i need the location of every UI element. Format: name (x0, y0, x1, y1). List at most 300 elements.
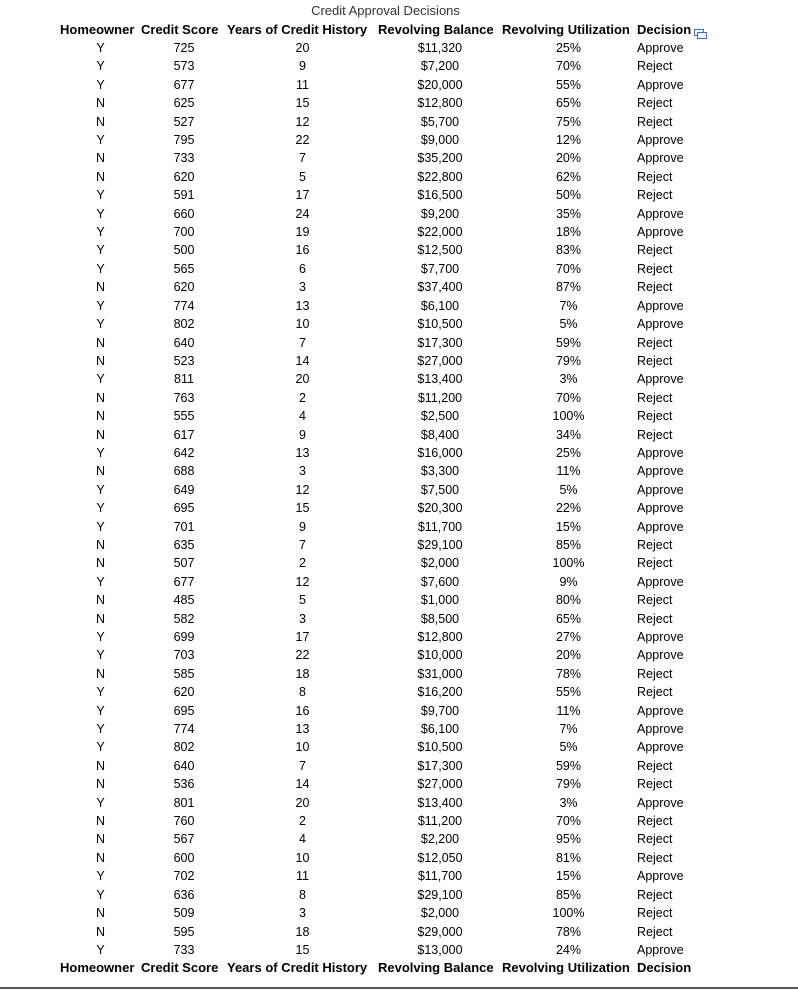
decision-cell: Reject (637, 611, 673, 626)
decision-cell: Reject (637, 114, 673, 129)
decision-cell: Reject (637, 261, 673, 276)
years-history-cell: 4 (299, 832, 306, 847)
table-row (60, 407, 733, 425)
revolving-balance-cell: $17,300 (417, 335, 463, 350)
decision-cell: Reject (637, 390, 673, 405)
revolving-utilization-cell: 65% (555, 96, 582, 111)
revolving-utilization-cell: 34% (555, 427, 582, 442)
years-history-cell: 20 (295, 795, 310, 810)
decision-cell: Approve (637, 795, 684, 810)
decision-cell: Reject (637, 887, 673, 902)
credit-score-cell: 699 (173, 630, 195, 644)
homeowner-cell: Y (96, 298, 105, 313)
homeowner-cell: Y (96, 648, 105, 663)
credit-score-cell: 688 (173, 464, 195, 479)
credit-score-cell: 620 (173, 280, 195, 295)
years-history-cell: 3 (299, 464, 306, 479)
revolving-balance-cell: $8,500 (420, 611, 460, 626)
table-row (60, 591, 733, 609)
table-row (60, 315, 733, 333)
years-history-cell: 15 (295, 501, 310, 516)
credit-score-cell: 565 (173, 261, 195, 276)
revolving-utilization-cell: 35% (555, 206, 582, 221)
years-history-cell: 13 (295, 445, 310, 460)
revolving-utilization-cell: 20% (555, 151, 582, 166)
homeowner-cell: N (95, 906, 106, 921)
decision-cell: Reject (637, 556, 673, 571)
credit-score-cell: 695 (173, 501, 195, 516)
homeowner-cell: N (95, 666, 106, 681)
decision-cell: Approve (637, 151, 684, 166)
table-row (60, 113, 733, 131)
revolving-utilization-cell: 70% (555, 261, 582, 276)
revolving-utilization-cell: 59% (555, 758, 582, 773)
table-row (60, 812, 733, 830)
footer-header-row (60, 959, 733, 977)
homeowner-cell: N (95, 169, 106, 184)
column-header-decision (635, 21, 733, 39)
revolving-utilization-cell: 70% (555, 390, 582, 405)
decision-cell: Reject (637, 850, 673, 865)
years-history-cell: 2 (299, 814, 306, 829)
years-history-cell: 6 (299, 261, 306, 276)
revolving-utilization-cell: 7% (559, 722, 578, 737)
revolving-utilization-cell: 70% (555, 814, 582, 829)
revolving-balance-cell: $11,200 (417, 390, 463, 405)
decision-cell: Approve (637, 501, 684, 516)
credit-score-cell: 733 (173, 942, 195, 957)
years-history-cell: 18 (295, 924, 310, 939)
revolving-balance-cell: $7,700 (420, 261, 460, 276)
years-history-cell: 10 (295, 740, 310, 755)
revolving-balance-cell: $17,300 (417, 758, 463, 773)
revolving-balance-cell: $2,200 (420, 832, 460, 847)
footer-header-homeowner: Homeowner (60, 960, 135, 976)
revolving-balance-cell: $5,700 (420, 114, 460, 129)
table-row (60, 794, 733, 812)
table-row (60, 168, 733, 186)
revolving-utilization-cell: 79% (555, 353, 582, 368)
credit-score-cell: 555 (173, 409, 195, 424)
credit-score-cell: 595 (173, 924, 195, 939)
table-row (60, 260, 733, 278)
revolving-balance-cell: $10,000 (417, 648, 463, 663)
revolving-utilization-cell: 11% (556, 703, 581, 718)
revolving-utilization-cell: 3% (559, 372, 578, 387)
homeowner-cell: Y (96, 133, 105, 148)
years-history-cell: 22 (295, 133, 310, 148)
credit-score-cell: 725 (173, 41, 195, 55)
table-row (60, 76, 733, 94)
decision-cell: Approve (637, 133, 684, 148)
years-history-cell: 7 (299, 758, 306, 773)
credit-score-cell: 523 (173, 353, 195, 368)
homeowner-cell: Y (96, 77, 105, 92)
homeowner-cell: N (95, 832, 106, 847)
decision-header-wrap (637, 21, 707, 39)
table-row (60, 775, 733, 793)
credit-score-cell: 695 (173, 703, 195, 718)
table-row (60, 610, 733, 628)
table-row (60, 481, 733, 499)
revolving-balance-cell: $22,000 (417, 225, 463, 240)
table-row (60, 149, 733, 167)
decision-cell: Reject (637, 335, 673, 350)
years-history-cell: 9 (299, 427, 306, 442)
revolving-utilization-cell: 87% (555, 280, 582, 295)
revolving-balance-cell: $9,700 (420, 703, 460, 718)
homeowner-cell: Y (96, 887, 105, 902)
table-row (60, 923, 733, 941)
table-row (60, 444, 733, 462)
footer-header-revolving-balance: Revolving Balance (378, 960, 494, 976)
years-history-cell: 11 (296, 869, 309, 884)
revolving-balance-cell: $9,000 (420, 133, 460, 148)
table-row (60, 554, 733, 572)
table-header (60, 21, 733, 39)
homeowner-cell: Y (96, 41, 105, 55)
revolving-utilization-cell: 59% (555, 335, 582, 350)
credit-score-cell: 760 (173, 814, 195, 829)
table-footer (60, 959, 733, 977)
years-history-cell: 8 (299, 887, 306, 902)
table-row (60, 334, 733, 352)
credit-score-cell: 620 (173, 685, 195, 700)
credit-score-cell: 600 (173, 850, 195, 865)
decision-cell: Reject (637, 353, 673, 368)
revolving-utilization-cell: 11% (556, 464, 581, 479)
credit-score-cell: 733 (173, 151, 195, 166)
revolving-balance-cell: $29,100 (417, 887, 463, 902)
footer-header-years-credit-history: Years of Credit History (227, 960, 368, 976)
revolving-utilization-cell: 70% (555, 59, 582, 74)
table-row (60, 886, 733, 904)
decision-cell: Reject (637, 427, 673, 442)
credit-score-cell: 585 (173, 666, 195, 681)
column-header-years-credit-history: Years of Credit History (227, 22, 368, 37)
decision-cell: Reject (637, 758, 673, 773)
revolving-utilization-cell: 50% (555, 188, 582, 203)
years-history-cell: 7 (299, 335, 306, 350)
revolving-balance-cell: $20,000 (417, 77, 463, 92)
revolving-utilization-cell: 25% (555, 445, 582, 460)
credit-score-cell: 567 (173, 832, 195, 847)
revolving-balance-cell: $11,320 (417, 41, 463, 55)
revolving-utilization-cell: 9% (559, 574, 578, 589)
credit-score-cell: 509 (173, 906, 195, 921)
decision-cell: Approve (637, 464, 684, 479)
homeowner-cell: Y (96, 722, 105, 737)
decision-cell: Approve (637, 317, 684, 332)
table-row (60, 518, 733, 536)
years-history-cell: 10 (295, 317, 310, 332)
revolving-utilization-cell: 18% (555, 225, 582, 240)
homeowner-cell: Y (96, 206, 105, 221)
decision-cell: Approve (637, 372, 684, 387)
homeowner-cell: N (95, 593, 106, 608)
table-row (60, 665, 733, 683)
revolving-utilization-cell: 95% (555, 832, 582, 847)
revolving-utilization-cell: 55% (555, 77, 582, 92)
years-history-cell: 5 (299, 169, 306, 184)
revolving-balance-cell: $7,500 (420, 482, 460, 497)
years-history-cell: 7 (299, 537, 306, 552)
homeowner-cell: Y (96, 243, 105, 258)
credit-score-cell: 582 (173, 611, 195, 626)
years-history-cell: 7 (299, 151, 306, 166)
table-row (60, 628, 733, 646)
header-row (60, 21, 733, 39)
credit-score-cell: 500 (173, 243, 195, 258)
revolving-balance-cell: $20,300 (417, 501, 463, 516)
homeowner-cell: Y (96, 685, 105, 700)
table-row (60, 205, 733, 223)
table-row (60, 370, 733, 388)
decision-cell: Reject (637, 280, 673, 295)
homeowner-cell: N (95, 390, 106, 405)
homeowner-cell: N (95, 611, 106, 626)
revolving-balance-cell: $9,200 (420, 206, 460, 221)
years-history-cell: 3 (299, 280, 306, 295)
homeowner-cell: Y (96, 869, 105, 884)
revolving-utilization-cell: 12% (555, 133, 582, 148)
homeowner-cell: N (95, 409, 106, 424)
credit-score-cell: 801 (173, 795, 195, 810)
decision-cell: Approve (637, 722, 684, 737)
revolving-balance-cell: $1,000 (420, 593, 460, 608)
revolving-balance-cell: $8,400 (420, 427, 460, 442)
homeowner-cell: Y (96, 59, 105, 74)
table-row (60, 352, 733, 370)
table-row (60, 573, 733, 591)
credit-score-cell: 701 (173, 519, 195, 534)
decision-cell: Approve (637, 206, 684, 221)
years-history-cell: 19 (295, 225, 310, 240)
decision-cell: Approve (637, 703, 684, 718)
revolving-balance-cell: $12,800 (417, 96, 463, 111)
years-history-cell: 16 (295, 243, 310, 258)
table-row (60, 278, 733, 296)
credit-score-cell: 703 (173, 648, 195, 663)
credit-score-cell: 763 (173, 390, 195, 405)
revolving-balance-cell: $37,400 (417, 280, 463, 295)
years-history-cell: 20 (295, 372, 310, 387)
revolving-balance-cell: $13,400 (417, 372, 463, 387)
homeowner-cell: Y (96, 317, 105, 332)
decision-cell: Reject (637, 409, 673, 424)
revolving-balance-cell: $29,000 (417, 924, 463, 939)
decision-cell: Reject (637, 777, 673, 792)
decision-cell: Approve (637, 445, 684, 460)
revolving-balance-cell: $12,050 (417, 850, 463, 865)
years-history-cell: 3 (299, 906, 306, 921)
homeowner-cell: Y (96, 188, 105, 203)
revolving-balance-cell: $27,000 (417, 353, 463, 368)
credit-score-cell: 620 (173, 169, 195, 184)
homeowner-cell: Y (96, 574, 105, 589)
revolving-utilization-cell: 5% (559, 482, 578, 497)
table-row (60, 389, 733, 407)
homeowner-cell: N (95, 96, 106, 111)
revolving-utilization-cell: 24% (555, 942, 582, 957)
decision-cell: Approve (637, 482, 684, 497)
homeowner-cell: N (95, 353, 106, 368)
table-row (60, 39, 733, 57)
table-row (60, 499, 733, 517)
years-history-cell: 8 (299, 685, 306, 700)
footer-header-decision: Decision (637, 960, 692, 976)
revolving-balance-cell: $13,400 (417, 795, 463, 810)
revolving-utilization-cell: 80% (555, 593, 582, 608)
decision-cell: Approve (637, 519, 684, 534)
footer-header-revolving-utilization: Revolving Utilization (502, 960, 630, 976)
decision-cell: Reject (637, 96, 673, 111)
revolving-balance-cell: $13,000 (417, 942, 463, 957)
table-row (60, 738, 733, 756)
revolving-balance-cell: $2,000 (420, 906, 460, 921)
revolving-balance-cell: $22,800 (417, 169, 463, 184)
table-row (60, 536, 733, 554)
years-history-cell: 9 (299, 59, 306, 74)
revolving-utilization-cell: 27% (555, 630, 582, 644)
revolving-balance-cell: $29,100 (417, 537, 463, 552)
revolving-balance-cell: $2,500 (420, 409, 460, 424)
revolving-utilization-cell: 85% (555, 887, 582, 902)
revolving-balance-cell: $11,700 (417, 519, 463, 534)
table-row (60, 867, 733, 885)
table-row (60, 241, 733, 259)
credit-score-cell: 802 (173, 317, 195, 332)
table-row (60, 462, 733, 480)
years-history-cell: 5 (299, 593, 306, 608)
credit-score-cell: 507 (173, 556, 195, 571)
homeowner-cell: N (95, 814, 106, 829)
table-row (60, 941, 733, 959)
revolving-utilization-cell: 5% (559, 317, 578, 332)
credit-score-cell: 677 (173, 574, 195, 589)
revolving-utilization-cell: 22% (555, 501, 582, 516)
revolving-utilization-cell: 85% (555, 537, 582, 552)
years-history-cell: 18 (295, 666, 310, 681)
revolving-balance-cell: $6,100 (420, 722, 460, 737)
revolving-utilization-cell: 25% (555, 41, 582, 55)
decision-cell: Reject (637, 59, 673, 74)
column-header-revolving-balance: Revolving Balance (378, 22, 494, 37)
years-history-cell: 12 (295, 114, 310, 129)
revolving-balance-cell: $16,000 (417, 445, 463, 460)
years-history-cell: 15 (295, 96, 310, 111)
credit-score-cell: 640 (173, 335, 195, 350)
decision-cell: Reject (637, 188, 673, 203)
revolving-balance-cell: $7,200 (420, 59, 460, 74)
credit-score-cell: 649 (173, 482, 195, 497)
revolving-utilization-cell: 7% (559, 298, 578, 313)
revolving-utilization-cell: 78% (555, 666, 582, 681)
revolving-balance-cell: $31,000 (417, 666, 463, 681)
years-history-cell: 16 (295, 703, 310, 718)
homeowner-cell: Y (96, 740, 105, 755)
decision-cell: Reject (637, 832, 673, 847)
table-row (60, 720, 733, 738)
decision-cell: Approve (637, 41, 684, 55)
homeowner-cell: Y (96, 630, 105, 644)
table-row (60, 426, 733, 444)
filter-toggle-icon[interactable] (694, 26, 707, 36)
years-history-cell: 14 (295, 777, 310, 792)
revolving-balance-cell: $11,700 (417, 869, 463, 884)
years-history-cell: 12 (295, 482, 310, 497)
revolving-utilization-cell: 62% (555, 169, 582, 184)
revolving-utilization-cell: 15% (555, 869, 582, 884)
years-history-cell: 20 (295, 41, 310, 55)
table-row (60, 297, 733, 315)
decision-cell: Reject (637, 814, 673, 829)
homeowner-cell: Y (96, 261, 105, 276)
years-history-cell: 4 (299, 409, 306, 424)
credit-score-cell: 811 (174, 372, 194, 387)
revolving-balance-cell: $2,000 (420, 556, 460, 571)
homeowner-cell: N (95, 850, 106, 865)
years-history-cell: 11 (296, 77, 309, 92)
column-header-homeowner: Homeowner (60, 22, 135, 37)
credit-score-cell: 795 (173, 133, 195, 148)
credit-score-cell: 660 (173, 206, 195, 221)
revolving-balance-cell: $16,500 (417, 188, 463, 203)
decision-cell: Approve (637, 77, 684, 92)
homeowner-cell: Y (96, 519, 105, 534)
revolving-balance-cell: $16,200 (417, 685, 463, 700)
decision-cell: Reject (637, 243, 673, 258)
decision-cell: Approve (637, 740, 684, 755)
homeowner-cell: Y (96, 703, 105, 718)
revolving-utilization-cell: 55% (555, 685, 582, 700)
decision-cell: Reject (637, 685, 673, 700)
decision-cell: Reject (637, 593, 673, 608)
revolving-balance-cell: $3,300 (420, 464, 460, 479)
years-history-cell: 2 (299, 390, 306, 405)
years-history-cell: 17 (295, 188, 310, 203)
footer-header-credit-score: Credit Score (141, 960, 219, 976)
decision-cell: Approve (637, 630, 684, 644)
homeowner-cell: Y (96, 942, 105, 957)
decision-cell: Reject (637, 537, 673, 552)
credit-score-cell: 527 (173, 114, 195, 129)
decision-cell: Reject (637, 906, 673, 921)
homeowner-cell: Y (96, 372, 105, 387)
revolving-balance-cell: $12,800 (417, 630, 463, 644)
revolving-balance-cell: $11,200 (417, 814, 463, 829)
table-row (60, 57, 733, 75)
credit-score-cell: 802 (173, 740, 195, 755)
decision-cell: Approve (637, 225, 684, 240)
homeowner-cell: Y (96, 482, 105, 497)
revolving-balance-cell: $10,500 (417, 740, 463, 755)
credit-score-cell: 485 (173, 593, 195, 608)
table-row (60, 94, 733, 112)
revolving-utilization-cell: 79% (555, 777, 582, 792)
credit-score-cell: 591 (173, 188, 195, 203)
credit-score-cell: 702 (173, 869, 195, 884)
homeowner-cell: N (95, 758, 106, 773)
homeowner-cell: Y (96, 795, 105, 810)
table-row (60, 131, 733, 149)
bottom-divider (0, 987, 798, 989)
homeowner-cell: N (95, 427, 106, 442)
table-row (60, 186, 733, 204)
table-row (60, 683, 733, 701)
decision-cell: Reject (637, 666, 673, 681)
table-title: Credit Approval Decisions (311, 3, 460, 18)
